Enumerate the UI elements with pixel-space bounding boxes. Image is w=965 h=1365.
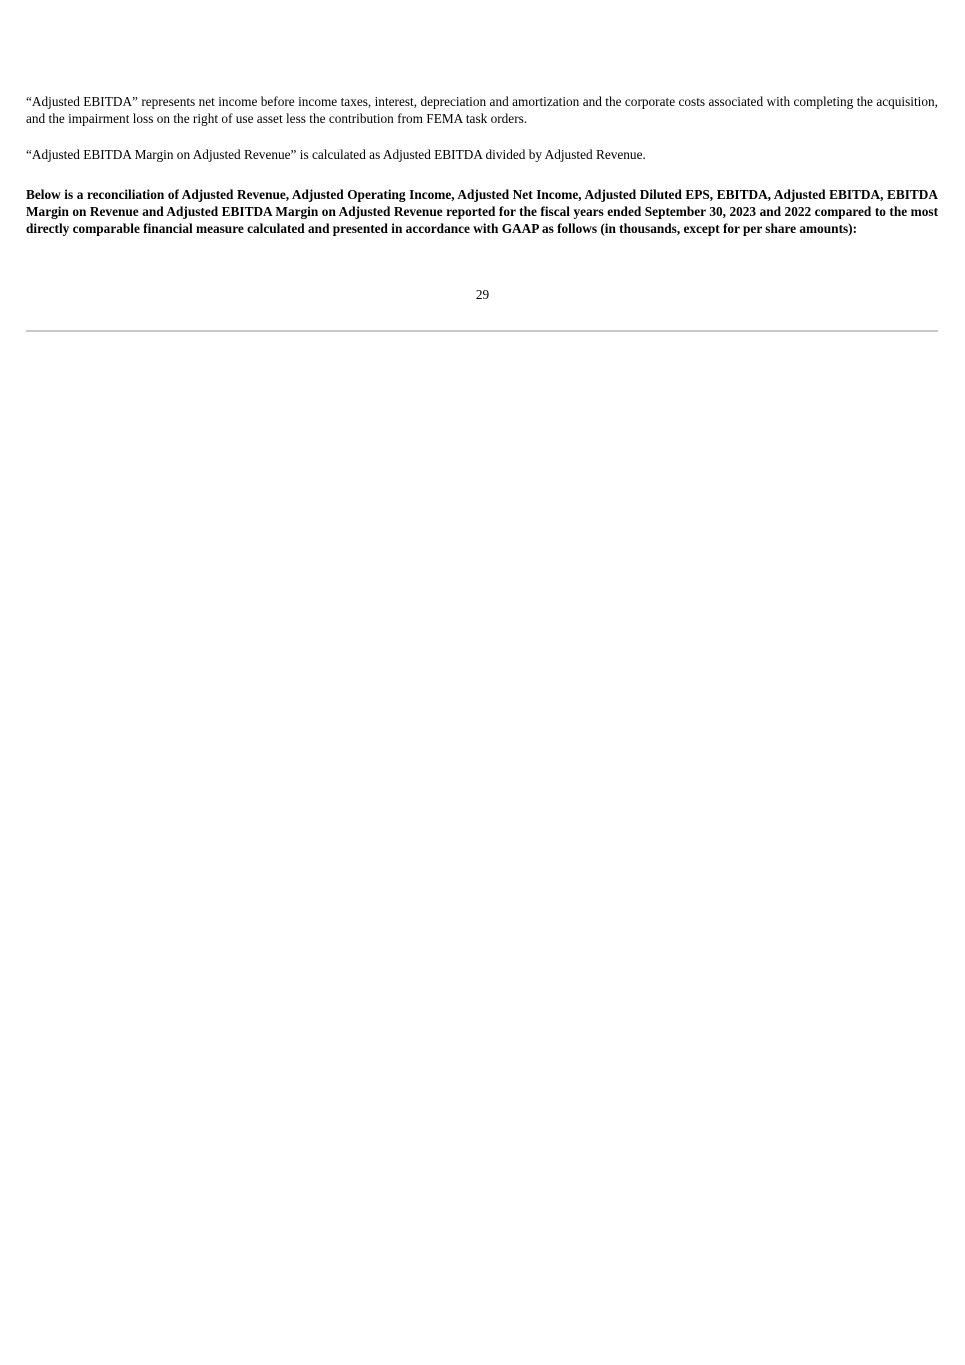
page-divider — [26, 330, 938, 332]
reconciliation-intro: Below is a reconciliation of Adjusted Revenue, Adjusted Operating Income, Adjusted Net Income, Adjusted Diluted EPS, EBITDA, Adjusted EBITDA, EBITDA Margin on Revenue and Adjusted EBITDA Margin on Adjusted Revenue reported for the fiscal years ended September 30, 2023 and 2022 compared to the most directly comparable financial measure calculated and presented in accordance with GAAP as follows (in thousands, except for per share amounts): — [26, 187, 938, 236]
adjusted-ebitda-definition: “Adjusted EBITDA” represents net income before income taxes, interest, depreciation and amortization and the corporate costs associated with completing the acquisition, and the impairment loss on the right of use asset less the contribution from FEMA task orders. — [26, 94, 938, 126]
document-body — [26, 93, 938, 237]
adjusted-ebitda-margin-definition: “Adjusted EBITDA Margin on Adjusted Revenue” is calculated as Adjusted EBITDA divided by Adjusted Revenue. — [26, 147, 646, 162]
page-number: 29 — [475, 287, 490, 302]
